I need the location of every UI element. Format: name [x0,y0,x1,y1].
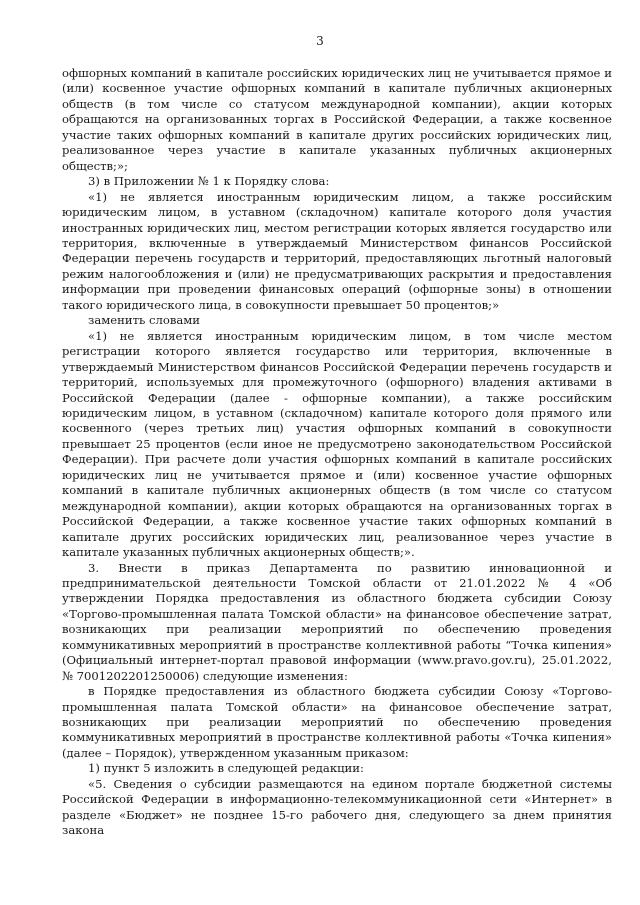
paragraph-old-wording: «1) не является иностранным юридическим лицом, а также российским юридическим лицом, в уставном (складочном) капитале которого доля участия иностранных юридических лиц, местом регистрации которых является государство или территория, включенные в утверждаемый Министерством финансов Российской Федерации перечень государств и территорий, предоставляющих льготный налоговый режим налогообложения и (или) не предусматривающих раскрытия и предоставления информации при проведении финансовых операций (офшорные зоны) в отношении такого юридического лица, в совокупности превышает 50 процентов;» [62,189,612,312]
paragraph-procedure-reference: в Порядке предоставления из областного бюджета субсидии Союзу «Торгово-промышленная палата Томской области» на финансовое обеспечение затрат, возникающих при реализации мероприятий по обеспечению проведения коммуникативных мероприятий в пространстве коллективной работы «Точка кипения» (далее – Порядок), утвержденном указанным приказом: [62,684,612,760]
paragraph-item-3-appendix: 3) в Приложении № 1 к Порядку слова: [88,174,330,189]
page-number: 3 [316,34,324,48]
paragraph-offshore-continuation: офшорных компаний в капитале российских юридических лиц не учитывается прямое и (или) косвенное участие офшорных компаний в капитале публичных акционерных обществ (в том числе со статусом международной компании), акции которых обращаются на организованных торгах в Российской Федерации, а также косвенное участие таких офшорных компаний в капитале других российских юридических лиц, реализованное через участие в капитале указанных публичных акционерных обществ;»; [62,66,612,173]
paragraph-replace-with: заменить словами [88,313,201,328]
paragraph-point-5: 1) пункт 5 изложить в следующей редакции: [88,761,364,776]
document-body [62,66,612,839]
paragraph-item-3-amend-order: 3. Внести в приказ Департамента по развитию инновационной и предпринимательской деятельности Томской области от 21.01.2022 № 4 «Об утверждении Порядка предоставления из областного бюджета субсидии Союзу «Торгово-промышленная палата Томской области» на финансовое обеспечение затрат, возникающих при реализации мероприятий по обеспечению проведения коммуникативных мероприятий в пространстве коллективной работы “Точка кипения» (Официальный интернет-портал правовой информации (www.pravo.gov.ru), 25.01.2022, № 7001202201250006) следующие изменения: [62,560,612,683]
paragraph-point-5-text: «5. Сведения о субсидии размещаются на едином портале бюджетной системы Российской Федерации в информационно-телекоммуникационной сети «Интернет» в разделе «Бюджет» не позднее 15-го рабочего дня, следующего за днем принятия закона [62,776,612,838]
paragraph-new-wording: «1) не является иностранным юридическим лицом, в том числе местом регистрации которого является государство или территория, включенные в утверждаемый Министерством финансов Российской Федерации перечень государств и территорий, используемых для промежуточного (офшорного) владения активами в Российской Федерации (далее - офшорные компании), а также российским юридическим лицом, в уставном (складочном) капитале которого доля прямого или косвенного (через третьих лиц) участия офшорных компаний в совокупности превышает 25 процентов (если иное не предусмотрено законодательством Российской Федерации). При расчете доли участия офшорных компаний в капитале российских юридических лиц не учитывается прямое и (или) косвенное участие офшорных компаний в капитале публичных акционерных обществ (в том числе со статусом международной компании), акции которых обращаются на организованных торгах в Российской Федерации, а также косвенное участие таких офшорных компаний в капитале других российских юридических лиц, реализованное через участие в капитале указанных публичных акционерных обществ;». [62,328,612,560]
